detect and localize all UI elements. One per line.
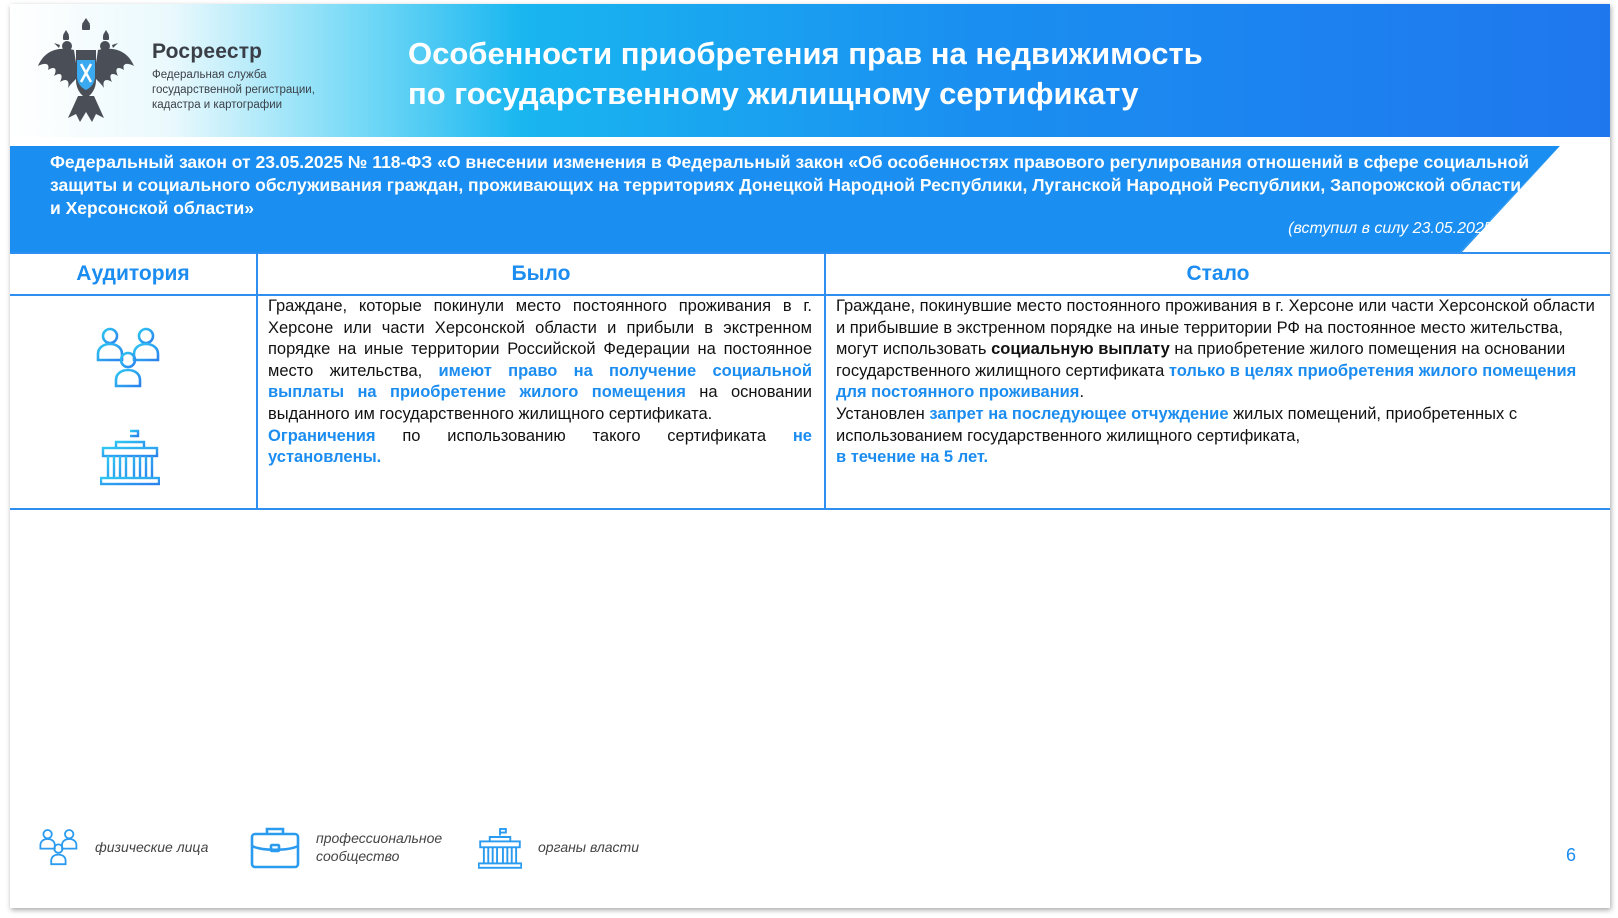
before-text: Граждане, которые покинули место постоянного проживания в г. Херсоне или части Херсонской области и прибыли в экстренном порядке на иные территории Российской Федерации на постоянное место жительства,: [268, 297, 812, 380]
government-building-icon: [100, 428, 160, 486]
after-highlight-term: в течение на 5 лет.: [836, 448, 989, 467]
org-subtitle-line: кадастра и картографии: [152, 99, 283, 111]
after-text: жилых помещений, приобретенных с использованием государственного жилищного сертификата,: [836, 404, 1518, 445]
before-highlight-restrictions: Ограничения: [268, 426, 376, 445]
page-title-line-1: Особенности приобретения прав на недвижимость: [408, 36, 1203, 71]
after-text: на приобретение жилого помещения на основании государственного жилищного сертификата: [836, 340, 1566, 380]
legend-professional-label: [316, 829, 442, 865]
table-border-bottom: [10, 508, 1610, 510]
before-text: по использованию такого сертификата: [375, 426, 793, 445]
column-header-before: Было: [511, 262, 571, 285]
law-title: Федеральный закон от 23.05.2025 № 118-ФЗ «О внесении изменения в Федеральный закон «Об особенностях правового регулирования отношений в сфере социальной защиты и социального обслуживания граждан, проживающих на территориях Донецкой Народной Республики, Луганской Народной Республики, Запорожской области и Херсонской области»: [50, 152, 1530, 218]
table-column-divider: [824, 252, 826, 510]
briefcase-icon: [250, 826, 300, 870]
legend-professional-line: сообщество: [316, 848, 400, 864]
before-cell: [268, 296, 812, 469]
table-border-top: [10, 252, 1610, 254]
column-header-audience: Аудитория: [76, 262, 190, 285]
after-bold-social-payment: социальную выплату: [991, 340, 1170, 359]
before-highlight-not-set: не установлены.: [268, 426, 812, 467]
double-headed-eagle-emblem-icon: [36, 16, 136, 124]
table-column-divider: [256, 252, 258, 510]
after-cell: [836, 296, 1600, 469]
page-number: 6: [1565, 845, 1576, 865]
page-title-line-2: по государственному жилищному сертификату: [408, 76, 1139, 111]
legend-professional-line: профессиональное: [316, 830, 443, 846]
column-header-after: Стало: [1186, 262, 1250, 285]
people-group-icon: [94, 324, 164, 394]
after-text: Установлен: [836, 404, 930, 423]
people-group-icon: [38, 826, 80, 870]
after-text: .: [1079, 383, 1085, 402]
law-effective-date: (вступил в силу 23.05.2025): [1288, 220, 1498, 237]
government-building-icon: [478, 826, 522, 870]
after-text: Граждане, покинувшие место постоянного проживания в г. Херсоне или части Херсонской области и прибывшие в экстренном порядке на иные территории РФ на постоянное место жительства, могут использовать: [836, 297, 1595, 359]
before-highlight-right: имеют право на получение социальной выплаты на приобретение жилого помещения: [268, 361, 812, 402]
after-highlight-purpose: только в целях приобретения жилого помещения для постоянного проживания: [836, 361, 1577, 402]
page-title: [408, 34, 1203, 114]
before-text: на основании выданного им государственного жилищного сертификата.: [268, 383, 813, 423]
org-subtitle: [152, 68, 315, 113]
slide: [10, 4, 1610, 908]
after-highlight-ban: запрет на последующее отчуждение: [929, 404, 1229, 423]
org-subtitle-line: Федеральная служба: [152, 69, 267, 81]
legend-authorities-label: органы власти: [538, 839, 639, 855]
law-banner: [10, 146, 1610, 252]
org-subtitle-line: государственной регистрации,: [152, 84, 315, 96]
header: [10, 4, 1610, 137]
legend-individuals-label: физические лица: [95, 839, 209, 855]
brand-block: [152, 40, 315, 113]
org-name: Росреестр: [152, 40, 263, 63]
comparison-table: [10, 252, 1610, 510]
